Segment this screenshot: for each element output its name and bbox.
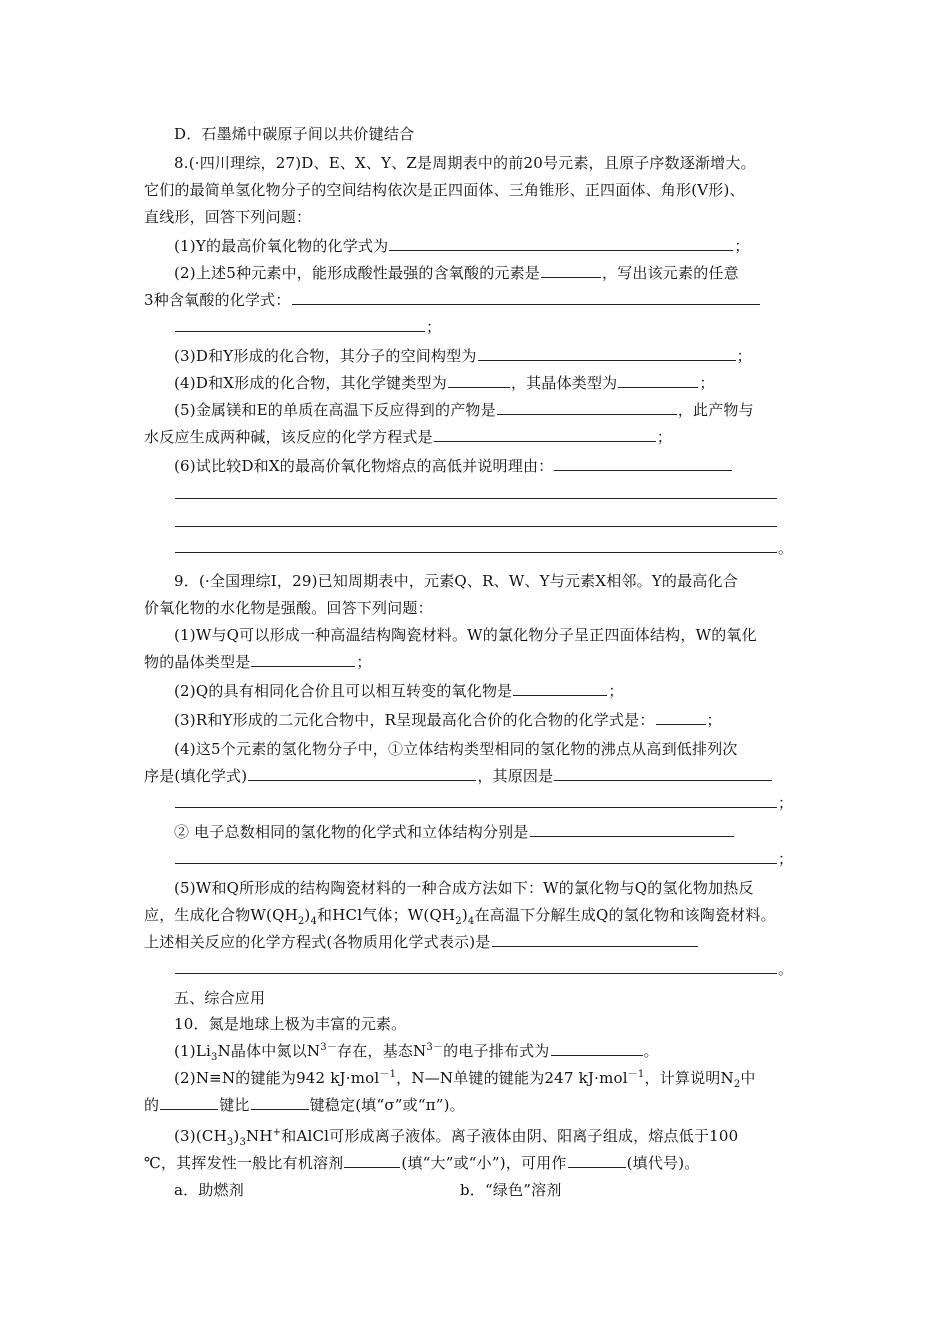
superscript: 3－ bbox=[426, 1042, 444, 1053]
q8-stem-line2 bbox=[144, 180, 745, 200]
answer-blank[interactable] bbox=[478, 346, 736, 361]
answer-blank[interactable] bbox=[175, 849, 777, 864]
q9-part4-cont2 bbox=[174, 793, 793, 813]
q8-part2-text-a: (2)上述5种元素中，能形成酸性最强的含氧酸的元素是 bbox=[174, 264, 540, 282]
punctuation: 。 bbox=[778, 960, 794, 978]
punctuation: ； bbox=[778, 794, 794, 812]
answer-line[interactable] bbox=[175, 526, 777, 527]
answer-blank[interactable] bbox=[389, 236, 733, 251]
q9-part5-cont bbox=[144, 905, 776, 925]
subscript: 4 bbox=[467, 916, 475, 927]
q8-part6 bbox=[174, 456, 733, 476]
q9-part4-cont bbox=[144, 766, 773, 786]
text-seg: (2)N≡N的键能为942 kJ·mol bbox=[174, 1069, 380, 1087]
answer-blank[interactable] bbox=[568, 1153, 626, 1168]
q8-stem-text-1: 8.(·四川理综，27)D、E、X、Y、Z是周期表中的前20号元素，且原子序数逐渐增大。 bbox=[174, 154, 756, 172]
answer-blank[interactable] bbox=[292, 290, 760, 305]
q9-stem-line1 bbox=[174, 571, 738, 591]
answer-blank[interactable] bbox=[175, 317, 425, 332]
option-a: a．助燃剂 bbox=[174, 1181, 244, 1199]
punctuation: ； bbox=[734, 237, 750, 255]
answer-blank[interactable] bbox=[175, 793, 777, 808]
q8-part2 bbox=[174, 263, 739, 283]
text-seg: ，N—N单键的键能为247 kJ·mol bbox=[396, 1069, 628, 1087]
q9-part4-sub2-cont bbox=[174, 849, 793, 869]
text-seg: (1)Li bbox=[174, 1042, 212, 1060]
punctuation: 。 bbox=[643, 1042, 659, 1060]
q8-part5 bbox=[174, 400, 754, 420]
q10-part2 bbox=[174, 1068, 756, 1088]
q9-part4-text-a: (4)这5个元素的氢化物分子中，①立体结构类型相同的氢化物的沸点从高到低排列次 bbox=[174, 740, 738, 758]
superscript: －1 bbox=[627, 1069, 645, 1080]
q8-stem-line3 bbox=[144, 207, 311, 227]
q9-part2-text: (2)Q的具有相同化合价且可以相互转变的氧化物是 bbox=[174, 682, 513, 700]
text-seg: ) bbox=[461, 906, 468, 924]
q9-part5-text-c: 上述相关反应的化学方程式(各物质用化学式表示)是 bbox=[144, 933, 491, 951]
answer-blank[interactable] bbox=[434, 427, 656, 442]
text-seg: 的 bbox=[144, 1096, 160, 1114]
answer-blank[interactable] bbox=[551, 1041, 643, 1056]
text-seg: NH bbox=[246, 1127, 273, 1145]
q9-stem-line2 bbox=[144, 598, 433, 618]
q8-part6-text: (6)试比较D和X的最高价氧化物熔点的高低并说明理由： bbox=[174, 457, 554, 475]
text-seg: 键比 bbox=[219, 1096, 250, 1114]
q10-stem-text: 10．氮是地球上极为丰富的元素。 bbox=[174, 1015, 407, 1033]
q9-part4-text-c: ，其原因是 bbox=[477, 767, 554, 785]
q8-part6-last bbox=[174, 538, 793, 558]
q8-part5-text-b: ，此产物与 bbox=[677, 401, 754, 419]
answer-line[interactable] bbox=[175, 498, 777, 499]
q10-part2-cont bbox=[144, 1095, 465, 1115]
subscript: 2 bbox=[455, 916, 462, 927]
answer-blank[interactable] bbox=[251, 1095, 309, 1110]
answer-blank[interactable] bbox=[497, 400, 677, 415]
answer-blank[interactable] bbox=[541, 263, 601, 278]
text-seg: (填代号)。 bbox=[626, 1154, 700, 1172]
text-seg: 中 bbox=[740, 1069, 756, 1087]
q8-part2-text-b: ，写出该元素的任意 bbox=[602, 264, 739, 282]
q10-part1 bbox=[174, 1041, 659, 1061]
punctuation: ； bbox=[699, 374, 715, 392]
text-seg: 应，生成化合物W(QH bbox=[144, 906, 298, 924]
punctuation: ； bbox=[426, 318, 442, 336]
answer-blank[interactable] bbox=[492, 932, 698, 947]
q8-part4-text-b: ，其晶体类型为 bbox=[510, 374, 618, 392]
q9-part1-cont bbox=[144, 652, 372, 672]
q8-part1 bbox=[174, 236, 750, 256]
q9-part1-text-a: (1)W与Q可以形成一种高温结构陶瓷材料。W的氯化物分子呈正四面体结构，W的氧化 bbox=[174, 626, 757, 644]
subscript: 2 bbox=[733, 1079, 741, 1090]
answer-blank[interactable] bbox=[554, 766, 772, 781]
q8-part2-cont bbox=[144, 290, 761, 310]
q9-part4 bbox=[174, 739, 738, 759]
q8-part3 bbox=[174, 346, 752, 366]
q8-stem-text-2: 它们的最简单氢化物分子的空间结构依次是正四面体、三角锥形、正四面体、角形(V形)、 bbox=[144, 181, 745, 199]
text-seg: 存在，基态N bbox=[337, 1042, 427, 1060]
text-seg: (填“大”或“小”)，可用作 bbox=[401, 1154, 567, 1172]
section-title bbox=[174, 988, 265, 1008]
q9-stem-text-2: 价氧化物的水化物是强酸。回答下列问题： bbox=[144, 599, 433, 617]
text-seg: 和HCl气体；W(QH bbox=[317, 906, 456, 924]
q8-part2-text-c: 3种含氧酸的化学式： bbox=[144, 291, 291, 309]
q10-option-b-wrap bbox=[460, 1180, 562, 1200]
superscript: 3－ bbox=[320, 1042, 337, 1053]
q8-part4-text-a: (4)D和X形成的化合物，其化学键类型为 bbox=[174, 374, 447, 392]
text-seg: 在高温下分解生成Q的氢化物和该陶瓷材料。 bbox=[474, 906, 776, 924]
subscript: 2 bbox=[297, 916, 305, 927]
q10-part3 bbox=[174, 1126, 738, 1146]
subscript: 3 bbox=[239, 1137, 247, 1148]
punctuation: ； bbox=[656, 428, 673, 446]
q10-options bbox=[174, 1180, 244, 1200]
q9-part5-text-a: (5)W和Q所形成的结构陶瓷材料的一种合成方法如下：W的氯化物与Q的氢化物加热反 bbox=[174, 879, 754, 897]
q8-part5-text-c: 水反应生成两种碱，该反应的化学方程式是 bbox=[144, 428, 433, 446]
q8-part5-text-a: (5)金属镁和E的单质在高温下反应得到的产物是 bbox=[174, 401, 496, 419]
text-seg: ) bbox=[233, 1127, 240, 1145]
q9-stem-text-1: 9．(·全国理综Ⅰ，29)已知周期表中，元素Q、R、W、Y与元素X相邻。Y的最高化合 bbox=[174, 572, 738, 590]
q9-part3-text: (3)R和Y形成的二元化合物中，R呈现最高化合价的化合物的化学式是： bbox=[174, 711, 655, 729]
punctuation: 。 bbox=[778, 539, 794, 557]
q10-part3-cont bbox=[144, 1153, 699, 1173]
answer-blank[interactable] bbox=[554, 456, 732, 471]
q8-part5-cont bbox=[144, 427, 672, 447]
q9-part5-cont2 bbox=[144, 932, 699, 952]
q7-option-d bbox=[174, 124, 414, 144]
punctuation: ； bbox=[778, 850, 794, 868]
text-seg: N晶体中氮以N bbox=[217, 1042, 321, 1060]
text-seg: ℃，其挥发性一般比有机溶剂 bbox=[144, 1154, 344, 1172]
q9-part3 bbox=[174, 710, 722, 730]
text-seg: 键稳定(填“σ”或“π”)。 bbox=[309, 1096, 465, 1114]
superscript: + bbox=[272, 1127, 282, 1138]
answer-blank[interactable] bbox=[248, 766, 476, 781]
q9-part1-text-b: 物的晶体类型是 bbox=[144, 653, 251, 671]
subscript: 3 bbox=[226, 1137, 234, 1148]
answer-blank[interactable] bbox=[344, 1153, 400, 1168]
q8-stem-line1 bbox=[174, 153, 756, 173]
answer-blank[interactable] bbox=[513, 681, 607, 696]
q9-part5 bbox=[174, 878, 754, 898]
answer-blank[interactable] bbox=[530, 822, 734, 837]
q10-stem bbox=[174, 1014, 406, 1034]
punctuation: ； bbox=[356, 653, 372, 671]
q8-part3-text: (3)D和Y形成的化合物，其分子的空间构型为 bbox=[174, 347, 477, 365]
answer-blank[interactable] bbox=[251, 652, 355, 667]
punctuation: ； bbox=[706, 711, 722, 729]
q9-part5-last bbox=[174, 959, 793, 979]
section-title-text: 五、综合应用 bbox=[174, 989, 266, 1007]
q8-part1-text: (1)Y的最高价氧化物的化学式为 bbox=[174, 237, 389, 255]
answer-blank[interactable] bbox=[448, 373, 510, 388]
subscript: 3 bbox=[211, 1052, 218, 1063]
text-seg: ) bbox=[304, 906, 311, 924]
punctuation: ； bbox=[736, 347, 752, 365]
q8-part2-cont2 bbox=[174, 317, 441, 337]
q8-stem-text-3: 直线形，回答下列问题： bbox=[144, 208, 312, 226]
option-b: b．“绿色”溶剂 bbox=[460, 1181, 562, 1199]
q9-part1 bbox=[174, 625, 757, 645]
q9-part4-text-d: ② 电子总数相同的氢化物的化学式和立体结构分别是 bbox=[174, 823, 529, 841]
option-d-text: D．石墨烯中碳原子间以共价键结合 bbox=[174, 125, 415, 143]
text-seg: ，计算说明N bbox=[644, 1069, 734, 1087]
superscript: －1 bbox=[379, 1069, 397, 1080]
answer-blank[interactable] bbox=[656, 710, 706, 725]
subscript: 4 bbox=[310, 916, 318, 927]
answer-blank[interactable] bbox=[618, 373, 698, 388]
q9-part2 bbox=[174, 681, 624, 701]
q9-part4-text-b: 序是(填化学式) bbox=[144, 767, 248, 785]
q9-part4-sub2 bbox=[174, 822, 735, 842]
punctuation: ； bbox=[608, 682, 624, 700]
text-seg: (3)(CH bbox=[174, 1127, 227, 1145]
answer-blank[interactable] bbox=[175, 538, 777, 553]
answer-blank[interactable] bbox=[175, 959, 777, 974]
text-seg: 的电子排布式为 bbox=[443, 1042, 550, 1060]
answer-blank[interactable] bbox=[160, 1095, 218, 1110]
text-seg: 和AlCl可形成离子液体。离子液体由阴、阳离子组成，熔点低于100 bbox=[281, 1127, 739, 1145]
q8-part4 bbox=[174, 373, 715, 393]
